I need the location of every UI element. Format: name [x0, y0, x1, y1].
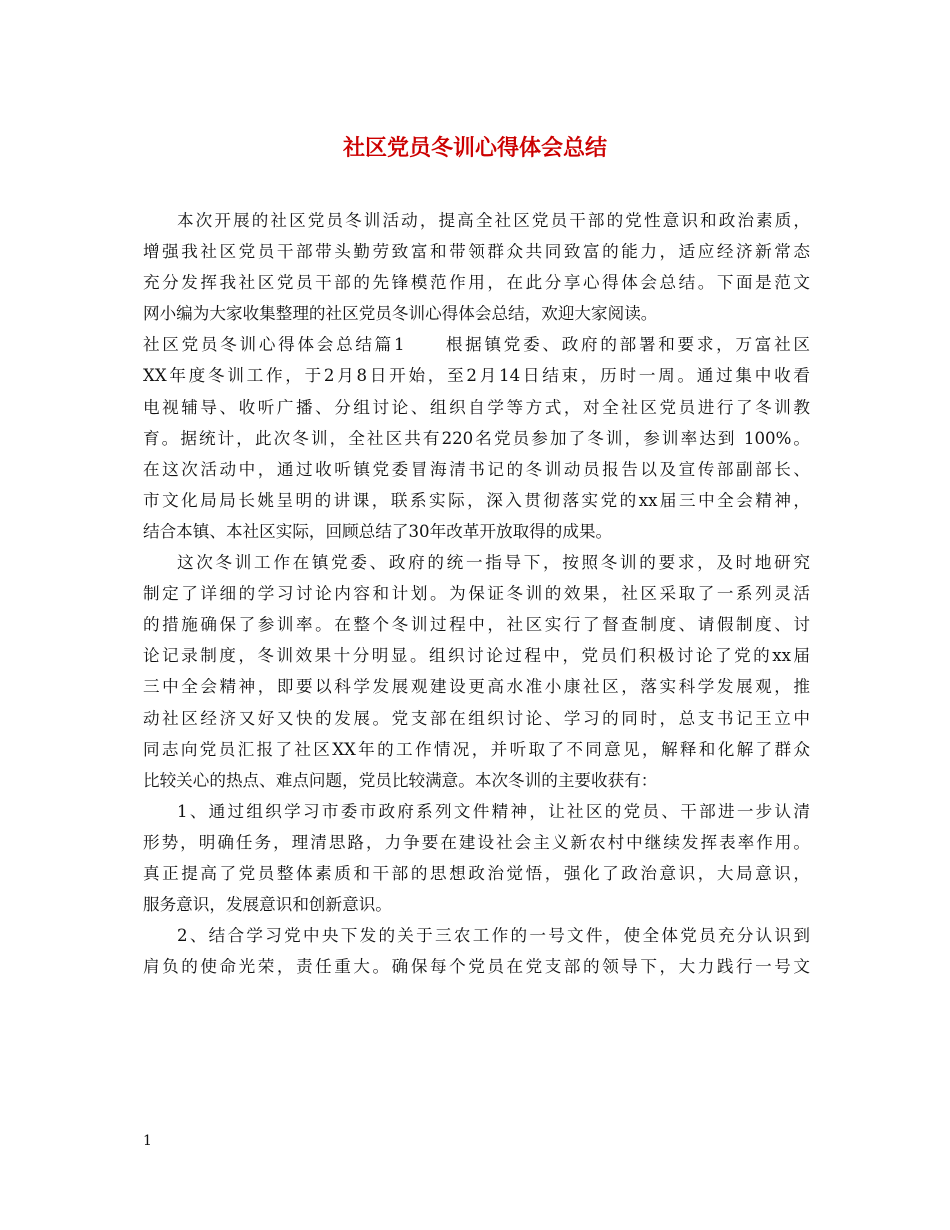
text-line: 育。据统计，此次冬训，全社区共有220名党员参加了冬训，参训率达到 100%。 — [143, 428, 810, 448]
text-line: XX年度冬训工作，于2月8日开始，至2月14日结束，历时一周。通过集中收看 — [143, 366, 810, 386]
text-line: 的措施确保了参训率。在整个冬训过程中，社区实行了督查制度、请假制度、讨 — [143, 615, 810, 635]
text-line: 形势，明确任务，理清思路，力争要在建设社会主义新农村中继续发挥表率作用。 — [143, 832, 810, 852]
page-number: 1 — [143, 1133, 152, 1149]
text-line: 2、结合学习党中央下发的关于三农工作的一号文件，使全体党员充分认识到 — [177, 926, 810, 946]
text-line: 论记录制度，冬训效果十分明显。组织讨论过程中，党员们积极讨论了党的xx届 — [143, 646, 810, 666]
text-line: 在这次活动中，通过收听镇党委冒海清书记的冬训动员报告以及宣传部副部长、 — [143, 459, 810, 479]
text-line: 比较关心的热点、难点问题，党员比较满意。本次冬训的主要收获有： — [143, 770, 658, 790]
text-line: 这次冬训工作在镇党委、政府的统一指导下，按照冬训的要求，及时地研究 — [177, 553, 810, 573]
text-line: 同志向党员汇报了社区XX年的工作情况，并听取了不同意见，解释和化解了群众 — [143, 739, 810, 759]
text-line: 结合本镇、本社区实际，回顾总结了30年改革开放取得的成果。 — [143, 521, 613, 541]
text-line: 网小编为大家收集整理的社区党员冬训心得体会总结，欢迎大家阅读。 — [143, 304, 658, 324]
document-body — [143, 205, 810, 982]
text-line: 电视辅导、收听广播、分组讨论、组织自学等方式，对全社区党员进行了冬训教 — [143, 397, 810, 417]
text-line: 市文化局局长姚呈明的讲课，联系实际，深入贯彻落实党的xx届三中全会精神， — [143, 490, 810, 510]
text-line: 社区党员冬训心得体会总结篇1 根据镇党委、政府的部署和要求，万富社区 — [143, 335, 810, 355]
document-title: 社区党员冬训心得体会总结 — [342, 135, 607, 161]
text-line: 1、通过组织学习市委市政府系列文件精神，让社区的党员、干部进一步认清 — [177, 801, 810, 821]
text-line: 本次开展的社区党员冬训活动，提高全社区党员干部的党性意识和政治素质， — [177, 211, 810, 230]
text-line: 真正提高了党员整体素质和干部的思想政治觉悟，强化了政治意识，大局意识， — [143, 863, 810, 883]
text-line: 制定了详细的学习讨论内容和计划。为保证冬训的效果，社区采取了一系列灵活 — [143, 584, 810, 604]
text-line: 动社区经济又好又快的发展。党支部在组织讨论、学习的同时，总支书记王立中 — [143, 708, 810, 728]
text-line: 三中全会精神，即要以科学发展观建设更高水准小康社区，落实科学发展观，推 — [143, 677, 810, 697]
text-line: 肩负的使命光荣，责任重大。确保每个党员在党支部的领导下，大力践行一号文 — [143, 957, 810, 977]
text-line: 充分发挥我社区党员干部的先锋模范作用，在此分享心得体会总结。下面是范文 — [143, 273, 810, 293]
text-line: 服务意识，发展意识和创新意识。 — [143, 895, 392, 915]
text-line: 增强我社区党员干部带头勤劳致富和带领群众共同致富的能力，适应经济新常态 — [143, 242, 810, 262]
